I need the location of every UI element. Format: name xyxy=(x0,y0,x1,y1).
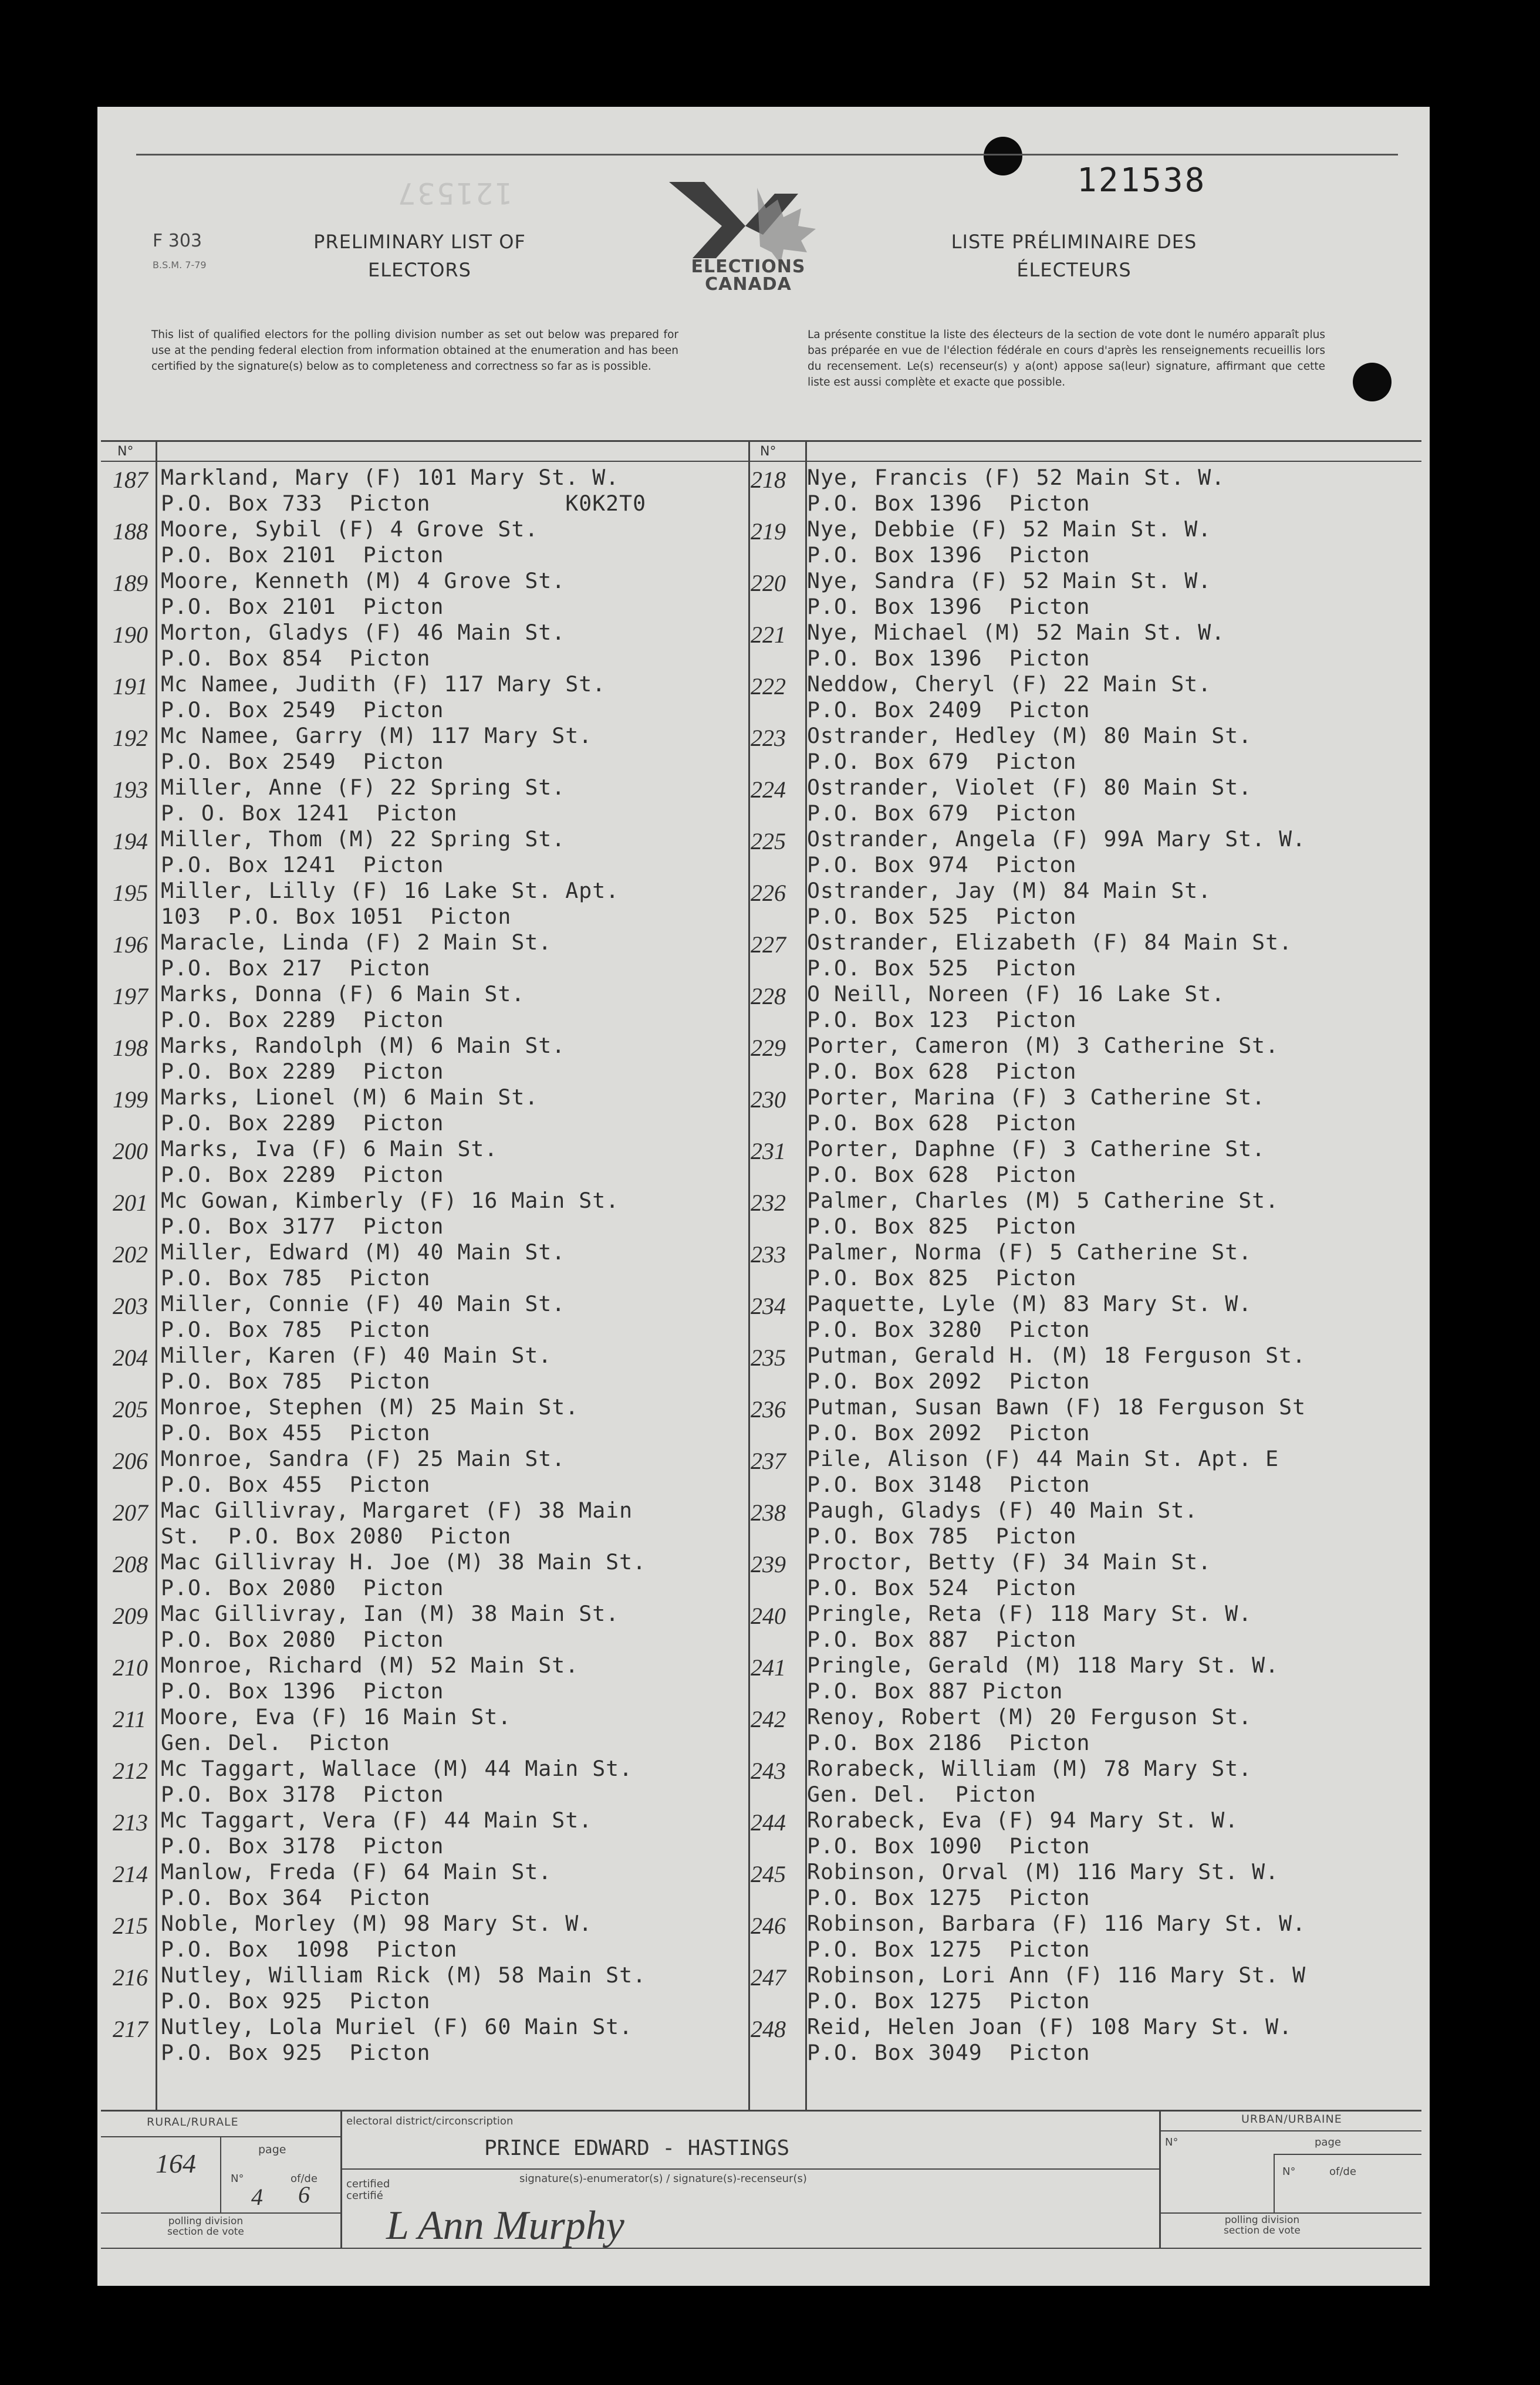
entry-number: 227 xyxy=(751,931,786,958)
entry-number: 192 xyxy=(113,725,148,751)
entry-number: 199 xyxy=(113,1086,148,1113)
ghost-serial: 121537 xyxy=(396,176,513,210)
entry-number: 240 xyxy=(751,1603,786,1629)
entry-postal-line: P.O. Box 3280 Picton xyxy=(807,1317,1090,1342)
elector-entry xyxy=(101,1291,747,1343)
entry-name-address: Monroe, Stephen (M) 25 Main St. xyxy=(161,1394,579,1420)
entry-postal-line: P.O. Box 974 Picton xyxy=(807,852,1077,877)
entry-name-address: Renoy, Robert (M) 20 Ferguson St. xyxy=(807,1704,1252,1729)
entry-number: 229 xyxy=(751,1035,786,1061)
entry-postal-line: P.O. Box 3178 Picton xyxy=(161,1833,444,1859)
footer-rural-rule xyxy=(340,2110,342,2249)
entry-postal-line: P.O. Box 628 Picton xyxy=(807,1162,1077,1187)
elector-entry xyxy=(101,465,747,516)
entry-postal-line: P.O. Box 925 Picton xyxy=(161,2040,431,2065)
entry-name-address: Ostrander, Angela (F) 99A Mary St. W. xyxy=(807,826,1306,852)
table-top-rule xyxy=(101,440,1421,442)
entry-postal-line: P.O. Box 525 Picton xyxy=(807,904,1077,929)
entry-number: 245 xyxy=(751,1861,786,1887)
rural-label: RURAL/RURALE xyxy=(147,2116,239,2129)
entry-number: 211 xyxy=(113,1706,147,1732)
entry-name-address: Miller, Lilly (F) 16 Lake St. Apt. xyxy=(161,878,620,903)
urban-no-label-2: N° xyxy=(1282,2166,1296,2178)
entry-number: 237 xyxy=(751,1448,786,1474)
entry-name-address: Porter, Cameron (M) 3 Catherine St. xyxy=(807,1033,1279,1058)
entry-name-address: O Neill, Noreen (F) 16 Lake St. xyxy=(807,981,1225,1006)
entry-postal-line: P.O. Box 825 Picton xyxy=(807,1265,1077,1291)
elector-entry xyxy=(101,1136,747,1188)
entry-number: 203 xyxy=(113,1293,148,1319)
elector-entry xyxy=(101,1962,747,2014)
elector-entry xyxy=(101,1239,747,1291)
entry-postal-line: P.O. Box 524 Picton xyxy=(807,1575,1077,1600)
punch-hole-top xyxy=(984,137,1022,175)
entry-name-address: Proctor, Betty (F) 34 Main St. xyxy=(807,1549,1212,1575)
serial-number: 121538 xyxy=(1077,161,1207,200)
entry-postal-line: Gen. Del. Picton xyxy=(807,1782,1036,1807)
entry-name-address: Robinson, Orval (M) 116 Mary St. W. xyxy=(807,1859,1279,1884)
district-name: PRINCE EDWARD - HASTINGS xyxy=(484,2136,790,2160)
entry-number: 246 xyxy=(751,1913,786,1939)
entry-number: 230 xyxy=(751,1086,786,1113)
title-english: PRELIMINARY LIST OF ELECTORS xyxy=(313,231,526,281)
number-header-right: N° xyxy=(760,444,776,459)
footer-rural-pd-rule xyxy=(101,2212,340,2214)
entry-name-address: Ostrander, Elizabeth (F) 84 Main St. xyxy=(807,930,1293,955)
entry-name-address: Nye, Francis (F) 52 Main St. W. xyxy=(807,465,1225,490)
entry-name-address: Nutley, William Rick (M) 58 Main St. xyxy=(161,1962,647,1988)
entry-number: 224 xyxy=(751,776,786,803)
entry-number: 243 xyxy=(751,1758,786,1784)
district-label: electoral district/circonscription xyxy=(346,2115,514,2127)
entry-name-address: Porter, Daphne (F) 3 Catherine St. xyxy=(807,1136,1266,1161)
entry-name-address: Miller, Edward (M) 40 Main St. xyxy=(161,1239,566,1265)
form-revision: B.S.M. 7-79 xyxy=(153,259,207,271)
elector-entry xyxy=(101,1653,747,1704)
entry-number: 247 xyxy=(751,1964,786,1991)
entry-name-address: Miller, Anne (F) 22 Spring St. xyxy=(161,775,566,800)
entry-postal-line: P.O. Box 785 Picton xyxy=(161,1265,431,1291)
elector-entry xyxy=(748,1911,1423,1962)
entry-number: 223 xyxy=(751,725,786,751)
elector-entry xyxy=(101,878,747,930)
entry-number: 219 xyxy=(751,518,786,545)
entry-name-address: Mac Gillivray, Margaret (F) 38 Main xyxy=(161,1498,633,1523)
elector-entry xyxy=(101,516,747,568)
entry-number: 188 xyxy=(113,518,148,545)
entry-postal-line: P.O. Box 1275 Picton xyxy=(807,1988,1090,2014)
entry-postal-line: P.O. Box 854 Picton xyxy=(161,646,431,671)
entry-name-address: Mc Namee, Garry (M) 117 Mary St. xyxy=(161,723,593,748)
entry-postal-line: P.O. Box 2186 Picton xyxy=(807,1730,1090,1755)
entry-name-address: Marks, Lionel (M) 6 Main St. xyxy=(161,1085,539,1110)
entry-postal-line: P.O. Box 3178 Picton xyxy=(161,1782,444,1807)
entry-name-address: Pringle, Reta (F) 118 Mary St. W. xyxy=(807,1601,1252,1626)
entry-postal-line: St. P.O. Box 2080 Picton xyxy=(161,1523,512,1549)
entry-postal-line: P.O. Box 1275 Picton xyxy=(807,1937,1090,1962)
entry-number: 222 xyxy=(751,673,786,700)
entry-number: 244 xyxy=(751,1809,786,1836)
entry-number: 208 xyxy=(113,1551,148,1577)
entry-number: 187 xyxy=(113,467,148,493)
entry-postal-line: P.O. Box 1275 Picton xyxy=(807,1885,1090,1910)
entry-name-address: Marks, Iva (F) 6 Main St. xyxy=(161,1136,498,1161)
elector-entry xyxy=(101,1188,747,1239)
rural-no-label: N° xyxy=(231,2173,244,2185)
urban-page-label: page xyxy=(1315,2136,1341,2148)
entry-postal-line: P.O. Box 1396 Picton xyxy=(807,491,1090,516)
entry-postal-line: 103 P.O. Box 1051 Picton xyxy=(161,904,512,929)
elector-entry xyxy=(748,2014,1423,2066)
footer-bottom-rule xyxy=(101,2248,1421,2249)
elector-entry xyxy=(101,723,747,775)
top-rule xyxy=(136,154,1398,156)
elector-entry xyxy=(101,775,747,826)
entry-postal-line: P.O. Box 455 Picton xyxy=(161,1472,431,1497)
footer-top-rule xyxy=(101,2110,1421,2112)
entry-number: 200 xyxy=(113,1138,148,1164)
entry-postal-line: P.O. Box 785 Picton xyxy=(807,1523,1077,1549)
page-number: 4 xyxy=(251,2184,263,2210)
entry-postal-line: P.O. Box 628 Picton xyxy=(807,1110,1077,1136)
elector-entry xyxy=(748,1343,1423,1394)
elector-entry xyxy=(101,568,747,620)
entry-name-address: Ostrander, Hedley (M) 80 Main St. xyxy=(807,723,1252,748)
entry-name-address: Monroe, Richard (M) 52 Main St. xyxy=(161,1653,579,1678)
elector-entry xyxy=(101,1085,747,1136)
entry-name-address: Putman, Susan Bawn (F) 18 Ferguson St xyxy=(807,1394,1306,1420)
intro-english: This list of qualified electors for the polling division number as set out below was prepared for use at the pending federal election from information obtained at the enumeration and has been certified by the signature(s) below as to completeness and correctness so far as is possible. xyxy=(151,329,678,373)
entry-number: 194 xyxy=(113,828,148,854)
entry-name-address: Palmer, Norma (F) 5 Catherine St. xyxy=(807,1239,1252,1265)
entry-name-address: Nutley, Lola Muriel (F) 60 Main St. xyxy=(161,2014,633,2039)
entry-postal-line: P.O. Box 2549 Picton xyxy=(161,697,444,722)
elector-entry xyxy=(748,981,1423,1033)
elector-entry xyxy=(748,826,1423,878)
entry-name-address: Miller, Thom (M) 22 Spring St. xyxy=(161,826,566,852)
certified-label: certified certifié xyxy=(346,2178,390,2202)
entry-postal-line: P.O. Box 628 Picton xyxy=(807,1059,1077,1084)
entry-number: 215 xyxy=(113,1913,148,1939)
entry-postal-line: P.O. Box 3049 Picton xyxy=(807,2040,1090,2065)
entry-postal-line: P.O. Box 887 Picton xyxy=(807,1627,1077,1652)
entry-postal-line: P.O. Box 2092 Picton xyxy=(807,1369,1090,1394)
left-elector-column xyxy=(101,465,747,2066)
entry-postal-line: P.O. Box 1090 Picton xyxy=(807,1833,1090,1859)
entry-number: 210 xyxy=(113,1654,148,1681)
entry-postal-line: P.O. Box 887 Picton xyxy=(807,1678,1063,1704)
entry-name-address: Neddow, Cheryl (F) 22 Main St. xyxy=(807,671,1212,697)
urban-page-rule xyxy=(1274,2154,1275,2212)
elector-entry xyxy=(101,1756,747,1808)
entry-number: 191 xyxy=(113,673,148,700)
footer-urban-sub-rule xyxy=(1159,2130,1421,2131)
entry-name-address: Pringle, Gerald (M) 118 Mary St. W. xyxy=(807,1653,1279,1678)
entry-number: 212 xyxy=(113,1758,148,1784)
entry-name-address: Miller, Karen (F) 40 Main St. xyxy=(161,1343,552,1368)
entry-number: 196 xyxy=(113,931,148,958)
entry-postal-line: P.O. Box 217 Picton xyxy=(161,955,431,981)
entry-name-address: Morton, Gladys (F) 46 Main St. xyxy=(161,620,566,645)
table-header-rule xyxy=(101,461,1421,462)
entry-number: 236 xyxy=(751,1396,786,1423)
entry-postal-line: P.O. Box 825 Picton xyxy=(807,1214,1077,1239)
entry-postal-line: P.O. Box 679 Picton xyxy=(807,800,1077,826)
elector-entry xyxy=(101,1446,747,1498)
footer-district-rule xyxy=(340,2168,1159,2170)
entry-number: 239 xyxy=(751,1551,786,1577)
entry-postal-line: P.O. Box 1396 Picton xyxy=(807,542,1090,567)
elector-entry xyxy=(748,1808,1423,1859)
entry-number: 204 xyxy=(113,1344,148,1371)
entry-postal-line: P.O. Box 2080 Picton xyxy=(161,1627,444,1652)
entry-postal-line: P.O. Box 2289 Picton xyxy=(161,1162,444,1187)
elector-entry xyxy=(101,1343,747,1394)
elector-entry xyxy=(101,1911,747,1962)
elector-entry xyxy=(748,1549,1423,1601)
entry-number: 234 xyxy=(751,1293,786,1319)
entry-number: 213 xyxy=(113,1809,148,1836)
entry-name-address: Reid, Helen Joan (F) 108 Mary St. W. xyxy=(807,2014,1293,2039)
entry-number: 214 xyxy=(113,1861,148,1887)
entry-name-address: Paugh, Gladys (F) 40 Main St. xyxy=(807,1498,1198,1523)
elector-entry xyxy=(748,775,1423,826)
entry-name-address: Maracle, Linda (F) 2 Main St. xyxy=(161,930,552,955)
entry-postal-line: P.O. Box 2409 Picton xyxy=(807,697,1090,722)
elector-entry xyxy=(101,930,747,981)
entry-postal-line: Gen. Del. Picton xyxy=(161,1730,390,1755)
enumerator-signature xyxy=(380,2195,721,2259)
entry-name-address: Mc Gowan, Kimberly (F) 16 Main St. xyxy=(161,1188,620,1213)
entry-name-address: Nye, Michael (M) 52 Main St. W. xyxy=(807,620,1225,645)
entry-name-address: Rorabeck, William (M) 78 Mary St. xyxy=(807,1756,1252,1781)
elector-entry xyxy=(101,1859,747,1911)
entry-name-address: Markland, Mary (F) 101 Mary St. W. xyxy=(161,465,620,490)
entry-name-address: Mac Gillivray, Ian (M) 38 Main St. xyxy=(161,1601,620,1626)
entry-name-address: Monroe, Sandra (F) 25 Main St. xyxy=(161,1446,566,1471)
entry-number: 241 xyxy=(751,1654,786,1681)
urban-of-label: of/de xyxy=(1329,2166,1356,2178)
entry-number: 242 xyxy=(751,1706,786,1732)
entry-number: 197 xyxy=(113,983,148,1009)
entry-name-address: Manlow, Freda (F) 64 Main St. xyxy=(161,1859,552,1884)
elector-entry xyxy=(101,826,747,878)
rural-of-label: of/de xyxy=(291,2173,318,2185)
signature-label: signature(s)-enumerator(s) / signature(s)-recenseur(s) xyxy=(519,2173,807,2185)
urban-page-sub-rule xyxy=(1274,2154,1421,2155)
entry-name-address: Marks, Randolph (M) 6 Main St. xyxy=(161,1033,566,1058)
urban-label: URBAN/URBAINE xyxy=(1241,2113,1342,2126)
entry-postal-line: P.O. Box 2101 Picton xyxy=(161,594,444,619)
entry-number: 231 xyxy=(751,1138,786,1164)
elector-entry xyxy=(748,1962,1423,2014)
entry-name-address: Nye, Sandra (F) 52 Main St. W. xyxy=(807,568,1212,593)
entry-postal-line: P.O. Box 1098 Picton xyxy=(161,1937,458,1962)
entry-name-address: Paquette, Lyle (M) 83 Mary St. W. xyxy=(807,1291,1252,1316)
entry-postal-line: P.O. Box 785 Picton xyxy=(161,1317,431,1342)
footer-rural-page-rule xyxy=(220,2136,221,2212)
elector-entry xyxy=(101,671,747,723)
entry-number: 226 xyxy=(751,880,786,906)
elector-entry xyxy=(748,1446,1423,1498)
elector-entry xyxy=(748,1756,1423,1808)
elector-entry xyxy=(101,620,747,671)
entry-name-address: Robinson, Barbara (F) 116 Mary St. W. xyxy=(807,1911,1306,1936)
entry-postal-line: P.O. Box 1396 Picton xyxy=(161,1678,444,1704)
entry-postal-line: P.O. Box 455 Picton xyxy=(161,1420,431,1445)
entry-name-address: Moore, Eva (F) 16 Main St. xyxy=(161,1704,512,1729)
entry-number: 217 xyxy=(113,2016,148,2042)
elector-entry xyxy=(101,1549,747,1601)
entry-postal-line: P.O. Box 3148 Picton xyxy=(807,1472,1090,1497)
entry-number: 189 xyxy=(113,570,148,596)
entry-number: 216 xyxy=(113,1964,148,1991)
svg-text:L Ann Murphy: L Ann Murphy xyxy=(386,2203,624,2248)
urban-no-label: N° xyxy=(1165,2136,1178,2148)
elector-entry xyxy=(748,1859,1423,1911)
title-french: LISTE PRÉLIMINAIRE DES ÉLECTEURS xyxy=(951,231,1197,281)
punch-hole-right xyxy=(1353,363,1392,401)
elector-entry xyxy=(748,1136,1423,1188)
elector-entry xyxy=(748,1033,1423,1085)
entry-name-address: Marks, Donna (F) 6 Main St. xyxy=(161,981,525,1006)
entry-postal-line: P.O. Box 925 Picton xyxy=(161,1988,431,2014)
elector-entry xyxy=(101,1601,747,1653)
entry-postal-line: P.O. Box 2092 Picton xyxy=(807,1420,1090,1445)
entry-postal-line: P.O. Box 123 Picton xyxy=(807,1007,1077,1032)
elector-entry xyxy=(101,1498,747,1549)
entry-number: 205 xyxy=(113,1396,148,1423)
entry-number: 206 xyxy=(113,1448,148,1474)
elector-entry xyxy=(101,981,747,1033)
elector-entry xyxy=(748,723,1423,775)
entry-postal-line: P.O. Box 2289 Picton xyxy=(161,1110,444,1136)
entry-number: 218 xyxy=(751,467,786,493)
elector-entry xyxy=(748,1498,1423,1549)
entry-number: 221 xyxy=(751,621,786,648)
entry-postal-line: P. O. Box 1241 Picton xyxy=(161,800,458,826)
entry-postal-line: P.O. Box 733 Picton K0K2T0 xyxy=(161,491,647,516)
entry-postal-line: P.O. Box 2080 Picton xyxy=(161,1575,444,1600)
entry-name-address: Miller, Connie (F) 40 Main St. xyxy=(161,1291,566,1316)
entry-postal-line: P.O. Box 785 Picton xyxy=(161,1369,431,1394)
elector-entry xyxy=(101,1808,747,1859)
elector-entry xyxy=(748,1291,1423,1343)
entry-postal-line: P.O. Box 1396 Picton xyxy=(807,594,1090,619)
elector-entry xyxy=(748,620,1423,671)
elector-entry xyxy=(748,465,1423,516)
entry-number: 232 xyxy=(751,1190,786,1216)
entry-number: 209 xyxy=(113,1603,148,1629)
entry-number: 193 xyxy=(113,776,148,803)
entry-number: 201 xyxy=(113,1190,148,1216)
entry-name-address: Mc Taggart, Wallace (M) 44 Main St. xyxy=(161,1756,633,1781)
entry-number: 228 xyxy=(751,983,786,1009)
elector-entry xyxy=(748,878,1423,930)
entry-postal-line: P.O. Box 1396 Picton xyxy=(807,646,1090,671)
entry-name-address: Noble, Morley (M) 98 Mary St. W. xyxy=(161,1911,593,1936)
elector-entry xyxy=(748,1085,1423,1136)
entry-postal-line: P.O. Box 679 Picton xyxy=(807,749,1077,774)
elector-entry xyxy=(748,568,1423,620)
entry-name-address: Mac Gillivray H. Joe (M) 38 Main St. xyxy=(161,1549,647,1575)
elector-entry xyxy=(748,1188,1423,1239)
entry-number: 235 xyxy=(751,1344,786,1371)
footer-urban-pd-rule xyxy=(1159,2212,1421,2214)
entry-postal-line: P.O. Box 1241 Picton xyxy=(161,852,444,877)
entry-name-address: Palmer, Charles (M) 5 Catherine St. xyxy=(807,1188,1279,1213)
entry-name-address: Moore, Kenneth (M) 4 Grove St. xyxy=(161,568,566,593)
entry-number: 202 xyxy=(113,1241,148,1268)
page-total: 6 xyxy=(298,2181,310,2208)
rural-polling-division-label: polling division section de vote xyxy=(167,2215,244,2238)
elector-entry xyxy=(748,671,1423,723)
elector-entry xyxy=(101,2014,747,2066)
elector-entry xyxy=(748,1394,1423,1446)
form-id: F 303 xyxy=(153,231,202,251)
elector-entry xyxy=(748,1653,1423,1704)
entry-name-address: Rorabeck, Eva (F) 94 Mary St. W. xyxy=(807,1808,1239,1833)
entry-number: 190 xyxy=(113,621,148,648)
elector-entry xyxy=(101,1033,747,1085)
elector-entry xyxy=(748,930,1423,981)
entry-postal-line: P.O. Box 2549 Picton xyxy=(161,749,444,774)
elector-entry xyxy=(748,1601,1423,1653)
elector-entry xyxy=(101,1704,747,1756)
rural-page-label: page xyxy=(258,2143,286,2156)
entry-name-address: Robinson, Lori Ann (F) 116 Mary St. W xyxy=(807,1962,1306,1988)
logo-wordmark: ELECTIONS CANADA xyxy=(691,256,806,295)
elector-entry xyxy=(748,1239,1423,1291)
entry-number: 225 xyxy=(751,828,786,854)
entry-postal-line: P.O. Box 2101 Picton xyxy=(161,542,444,567)
entry-number: 233 xyxy=(751,1241,786,1268)
entry-number: 198 xyxy=(113,1035,148,1061)
entry-postal-line: P.O. Box 2289 Picton xyxy=(161,1059,444,1084)
entry-name-address: Ostrander, Jay (M) 84 Main St. xyxy=(807,878,1212,903)
number-header-left: N° xyxy=(117,444,134,459)
elector-entry xyxy=(101,1394,747,1446)
entry-name-address: Mc Taggart, Vera (F) 44 Main St. xyxy=(161,1808,593,1833)
elector-entry xyxy=(748,516,1423,568)
entry-name-address: Porter, Marina (F) 3 Catherine St. xyxy=(807,1085,1266,1110)
entry-name-address: Putman, Gerald H. (M) 18 Ferguson St. xyxy=(807,1343,1306,1368)
entry-name-address: Moore, Sybil (F) 4 Grove St. xyxy=(161,516,539,542)
entry-name-address: Nye, Debbie (F) 52 Main St. W. xyxy=(807,516,1212,542)
elector-entry xyxy=(748,1704,1423,1756)
entry-postal-line: P.O. Box 3177 Picton xyxy=(161,1214,444,1239)
entry-number: 248 xyxy=(751,2016,786,2042)
urban-polling-division-label: polling division section de vote xyxy=(1224,2214,1301,2237)
entry-postal-line: P.O. Box 525 Picton xyxy=(807,955,1077,981)
entry-name-address: Mc Namee, Judith (F) 117 Mary St. xyxy=(161,671,606,697)
entry-postal-line: P.O. Box 364 Picton xyxy=(161,1885,431,1910)
entry-number: 220 xyxy=(751,570,786,596)
right-elector-column xyxy=(748,465,1423,2066)
entry-postal-line: P.O. Box 2289 Picton xyxy=(161,1007,444,1032)
intro-french: La présente constitue la liste des électeurs de la section de vote dont le numéro apparaît plus bas préparée en vue de l'élection fédérale en cours d'après les renseignements recueillis lors du recensement. Le(s) recenseur(s) y a(ont) appose sa(leur) signature, affirmant que cette liste est aussi complète et exacte que possible. xyxy=(808,329,1325,389)
entry-name-address: Pile, Alison (F) 44 Main St. Apt. E xyxy=(807,1446,1279,1471)
entry-name-address: Ostrander, Violet (F) 80 Main St. xyxy=(807,775,1252,800)
entry-number: 207 xyxy=(113,1499,148,1526)
entry-number: 238 xyxy=(751,1499,786,1526)
entry-number: 195 xyxy=(113,880,148,906)
polling-division-number: 164 xyxy=(156,2148,196,2178)
